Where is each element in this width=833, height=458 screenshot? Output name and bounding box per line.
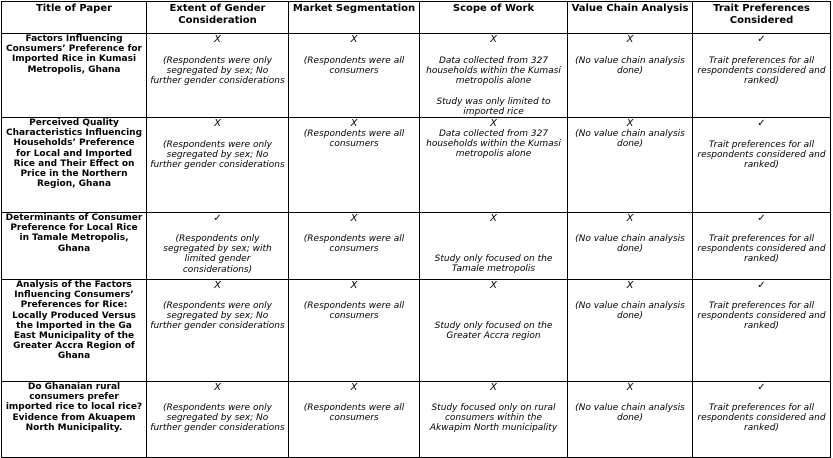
value-chain-cell (568, 118, 693, 213)
scope-cell (420, 280, 568, 382)
trait-note: Trait preferences for all respondents considered and ranked) (697, 140, 826, 171)
gender-mark: X (214, 382, 221, 394)
scope-note: Study only focused on the Tamale metropolis (434, 254, 553, 275)
scope-mark: X (490, 382, 497, 394)
paper-title-cell: Factors Influencing Consumers’ Preference for Imported Rice in Kumasi Metropolis, Ghana (2, 34, 147, 118)
value-chain-mark: X (626, 280, 634, 292)
scope-mark: X (490, 34, 497, 45)
header-gender-consideration: Extent of Gender Consideration (147, 2, 289, 34)
gender-cell (147, 280, 289, 382)
market-cell (289, 213, 420, 280)
paper-title-cell: Do Ghanaian rural consumers prefer imported rice to local rice? Evidence from Akuapem North Municipality. (2, 382, 147, 458)
gender-mark: X (214, 34, 221, 45)
gender-mark: X (214, 118, 221, 130)
market-mark: X (350, 280, 358, 292)
gender-note: (Respondents were only segregated by sex; No further gender considerations (150, 56, 285, 87)
value-chain-mark: X (626, 118, 634, 130)
market-cell (289, 280, 420, 382)
table-row (2, 34, 831, 118)
value-chain-note: (No value chain analysis done) (575, 234, 685, 255)
market-note: (Respondents were all consumers (303, 234, 405, 255)
header-row (2, 2, 831, 34)
header-market-segmentation: Market Segmentation (289, 2, 420, 34)
market-cell (289, 34, 420, 118)
gender-note: (Respondents were only segregated by sex; No further gender considerations (150, 403, 285, 434)
gender-cell (147, 118, 289, 213)
scope-note-secondary: Study was only limited to imported rice (436, 96, 551, 117)
market-note: (Respondents were all consumers (303, 129, 405, 150)
market-mark: X (350, 118, 358, 130)
trait-cell (693, 382, 831, 458)
scope-note: Study focused only on rural consumers within the Akwapim North municipality (429, 403, 558, 434)
market-cell (289, 382, 420, 458)
trait-mark: ✓ (757, 382, 766, 394)
trait-cell (693, 34, 831, 118)
table-row (2, 280, 831, 382)
gender-cell (147, 34, 289, 118)
scope-note: Study only focused on the Greater Accra region (434, 321, 553, 342)
trait-note: Trait preferences for all respondents considered and ranked) (697, 403, 826, 434)
value-chain-mark: X (626, 382, 634, 394)
trait-note: Trait preferences for all respondents considered and ranked) (697, 56, 826, 87)
value-chain-cell (568, 34, 693, 118)
trait-cell (693, 280, 831, 382)
trait-mark: ✓ (757, 213, 766, 225)
gender-note: (Respondents were only segregated by sex; No further gender considerations (150, 140, 285, 171)
scope-note: Data collected from 327 households within the Kumasi metropolis alone (426, 56, 561, 87)
comparison-table-container (1, 1, 830, 456)
scope-mark: X (490, 280, 497, 292)
value-chain-mark: X (626, 213, 634, 225)
scope-cell (420, 213, 568, 280)
market-mark: X (350, 382, 358, 394)
scope-note: Data collected from 327 households within the Kumasi metropolis alone (426, 129, 561, 160)
market-note: (Respondents were all consumers (303, 56, 405, 77)
trait-note: Trait preferences for all respondents considered and ranked) (697, 234, 826, 265)
gender-note: (Respondents only segregated by sex; with limited gender considerations) (163, 234, 272, 275)
trait-cell (693, 213, 831, 280)
gender-mark: X (214, 280, 221, 292)
scope-cell (420, 34, 568, 118)
value-chain-cell (568, 213, 693, 280)
header-title-of-paper: Title of Paper (2, 2, 147, 34)
gender-note: (Respondents were only segregated by sex; No further gender considerations (150, 301, 285, 332)
value-chain-note: (No value chain analysis done) (575, 129, 685, 150)
gender-mark: ✓ (213, 213, 222, 225)
paper-title-cell: Analysis of the Factors Influencing Consumers’ Preferences for Rice: Locally Produced Versus the Imported in the Ga East Municipality of the Greater Accra Region of Ghana (2, 280, 147, 382)
market-mark: X (350, 34, 358, 45)
gender-cell (147, 382, 289, 458)
scope-cell (420, 382, 568, 458)
header-scope-of-work: Scope of Work (420, 2, 568, 34)
market-note: (Respondents were all consumers (303, 301, 405, 322)
scope-mark: X (490, 213, 497, 225)
trait-note: Trait preferences for all respondents considered and ranked) (697, 301, 826, 332)
trait-mark: ✓ (757, 34, 766, 45)
market-note: (Respondents were all consumers (303, 403, 405, 424)
value-chain-cell (568, 382, 693, 458)
market-cell (289, 118, 420, 213)
table-row (2, 382, 831, 458)
paper-title-cell: Determinants of Consumer Preference for Local Rice in Tamale Metropolis, Ghana (2, 213, 147, 280)
header-trait-preferences: Trait Preferences Considered (693, 2, 831, 34)
header-value-chain-analysis: Value Chain Analysis (568, 2, 693, 34)
table-row (2, 118, 831, 213)
trait-cell (693, 118, 831, 213)
value-chain-cell (568, 280, 693, 382)
paper-comparison-table (1, 1, 831, 458)
value-chain-note: (No value chain analysis done) (575, 403, 685, 424)
value-chain-mark: X (626, 34, 634, 45)
trait-mark: ✓ (757, 118, 766, 130)
paper-title-cell: Perceived Quality Characteristics Influencing Households’ Preference for Local and Imported Rice and Their Effect on Price in the Northern Region, Ghana (2, 118, 147, 213)
table-row (2, 213, 831, 280)
scope-cell (420, 118, 568, 213)
gender-cell (147, 213, 289, 280)
market-mark: X (350, 213, 358, 225)
value-chain-note: (No value chain analysis done) (575, 56, 685, 77)
trait-mark: ✓ (757, 280, 766, 292)
scope-mark: X (490, 118, 497, 130)
value-chain-note: (No value chain analysis done) (575, 301, 685, 322)
